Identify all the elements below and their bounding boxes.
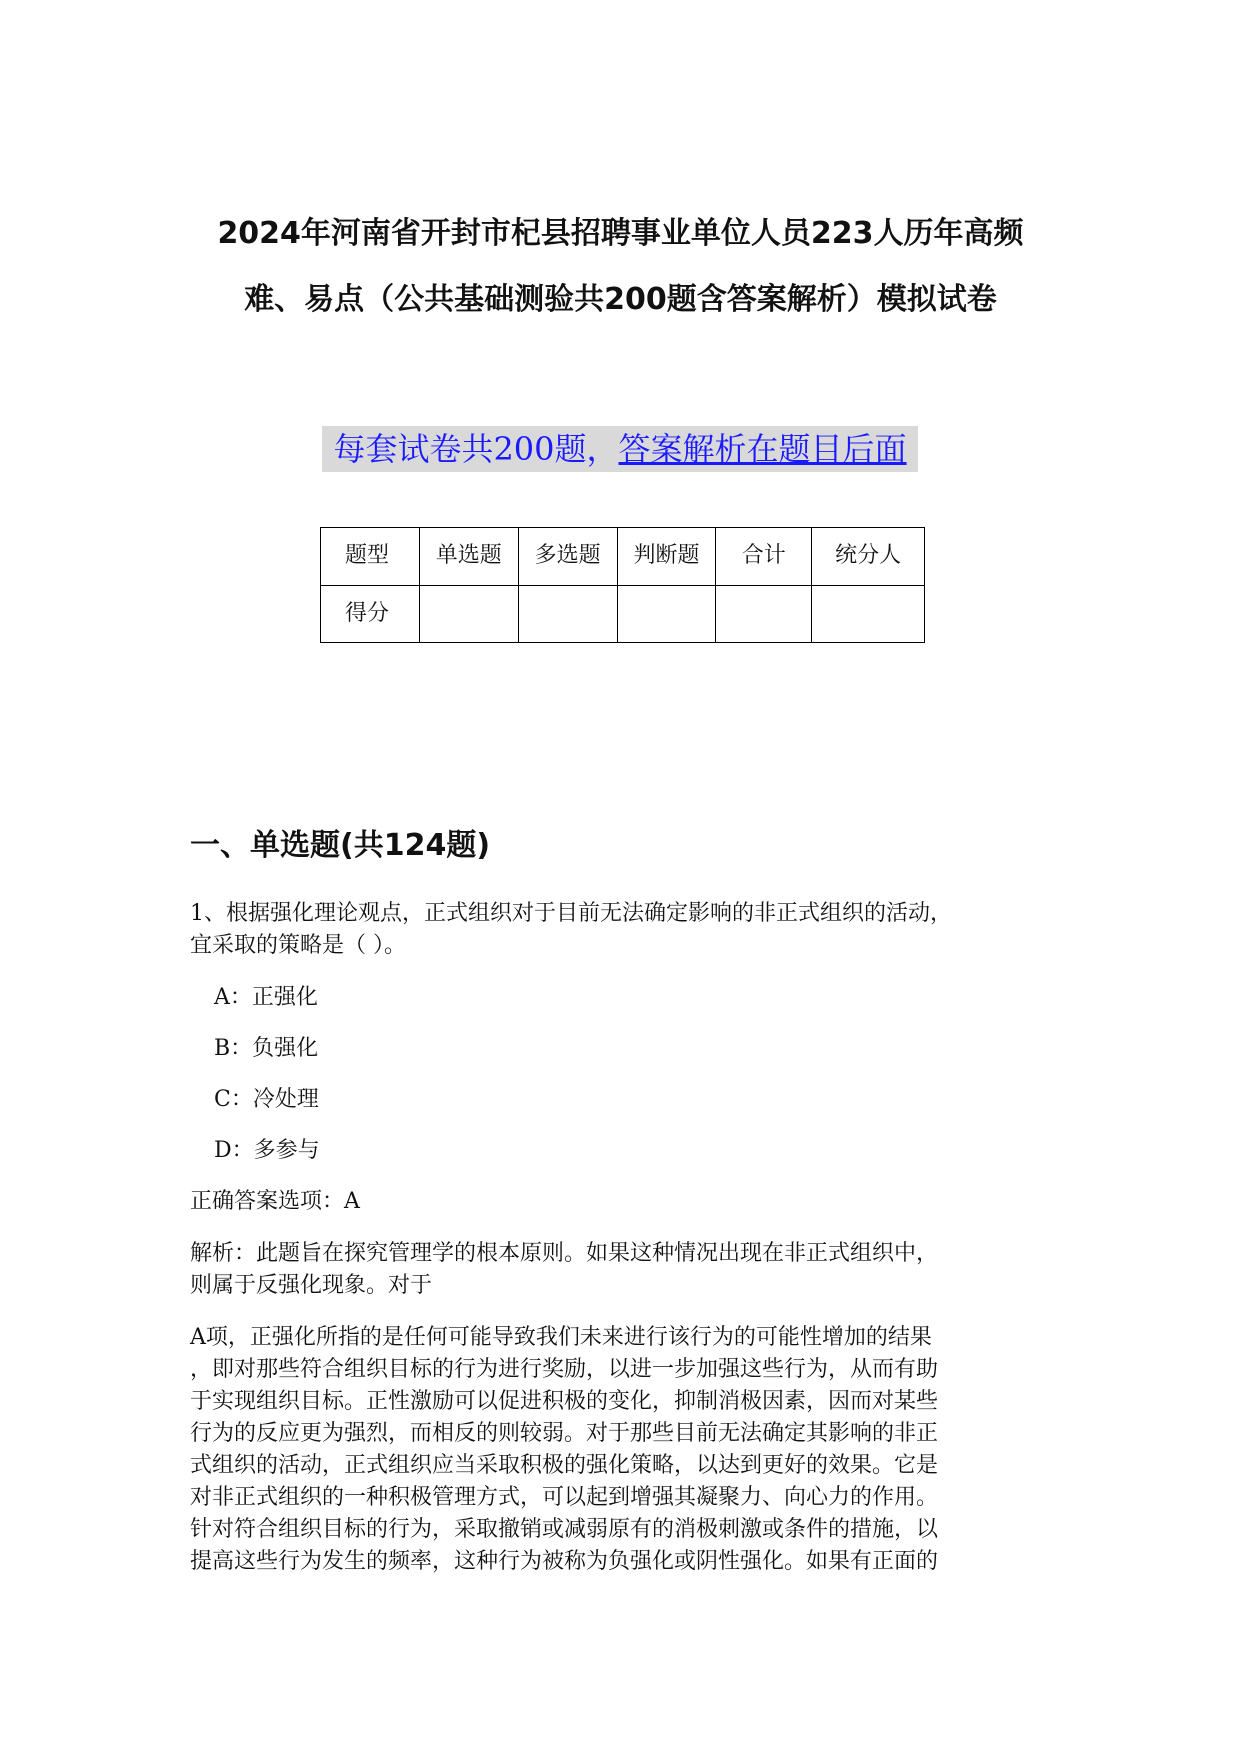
- analysis-paragraph-line: 于实现组织目标。正性激励可以促进积极的变化，抑制消极因素，因而对某些: [190, 1389, 939, 1414]
- header-cell-scorer: 统分人: [812, 528, 925, 586]
- analysis-paragraph-line: 对非正式组织的一种积极管理方式，可以起到增强其凝聚力、向心力的作用。: [190, 1485, 939, 1510]
- option-b: B：负强化: [214, 1036, 319, 1061]
- score-cell-multiple: [518, 585, 617, 643]
- score-table-header-row: [321, 528, 925, 586]
- correct-answer: 正确答案选项：A: [190, 1189, 360, 1214]
- option-d: D：多参与: [214, 1138, 320, 1163]
- score-table-score-row: [321, 585, 925, 643]
- document-title-line2: 难、易点（公共基础测验共200题含答案解析）模拟试卷: [244, 282, 997, 317]
- header-cell-judge: 判断题: [617, 528, 716, 586]
- header-cell-multiple: 多选题: [518, 528, 617, 586]
- option-c: C：冷处理: [214, 1087, 319, 1112]
- document-title-line1: 2024年河南省开封市杞县招聘事业单位人员223人历年高频: [217, 216, 1024, 251]
- analysis-paragraph-line: 针对符合组织目标的行为，采取撤销或减弱原有的消极刺激或条件的措施，以: [190, 1517, 939, 1542]
- analysis-paragraph-line: 提高这些行为发生的频率，这种行为被称为负强化或阴性强化。如果有正面的: [190, 1549, 939, 1574]
- question-stem-line2: 宜采取的策略是（ ）。: [190, 933, 406, 958]
- analysis-paragraph-line: 行为的反应更为强烈，而相反的则较弱。对于那些目前无法确定其影响的非正: [190, 1421, 939, 1446]
- analysis-line1: 解析：此题旨在探究管理学的根本原则。如果这种情况出现在非正式组织中，: [190, 1241, 939, 1266]
- score-cell-total: [716, 585, 812, 643]
- option-a: A：正强化: [214, 985, 318, 1010]
- score-cell-single: [419, 585, 518, 643]
- score-cell-judge: [617, 585, 716, 643]
- notice-banner: [322, 426, 918, 472]
- analysis-paragraph-line: A项，正强化所指的是任何可能导致我们未来进行该行为的可能性增加的结果: [190, 1325, 932, 1350]
- banner-text: 每套试卷共200题，: [333, 430, 619, 468]
- score-table: [320, 527, 925, 643]
- section-heading: 一、单选题(共124题): [190, 828, 491, 863]
- header-cell-single: 单选题: [419, 528, 518, 586]
- header-cell-type: 题型: [321, 528, 420, 586]
- analysis-paragraph-line: ，即对那些符合组织目标的行为进行奖励，以进一步加强这些行为，从而有助: [190, 1357, 939, 1382]
- header-cell-total: 合计: [716, 528, 812, 586]
- score-row-label: 得分: [321, 585, 420, 643]
- banner-link[interactable]: 答案解析在题目后面: [618, 430, 907, 468]
- analysis-paragraph-line: 式组织的活动，正式组织应当采取积极的强化策略，以达到更好的效果。它是: [190, 1453, 939, 1478]
- score-cell-scorer: [812, 585, 925, 643]
- question-stem-line1: 1、根据强化理论观点，正式组织对于目前无法确定影响的非正式组织的活动，: [190, 901, 952, 926]
- analysis-line2: 则属于反强化现象。对于: [190, 1273, 433, 1298]
